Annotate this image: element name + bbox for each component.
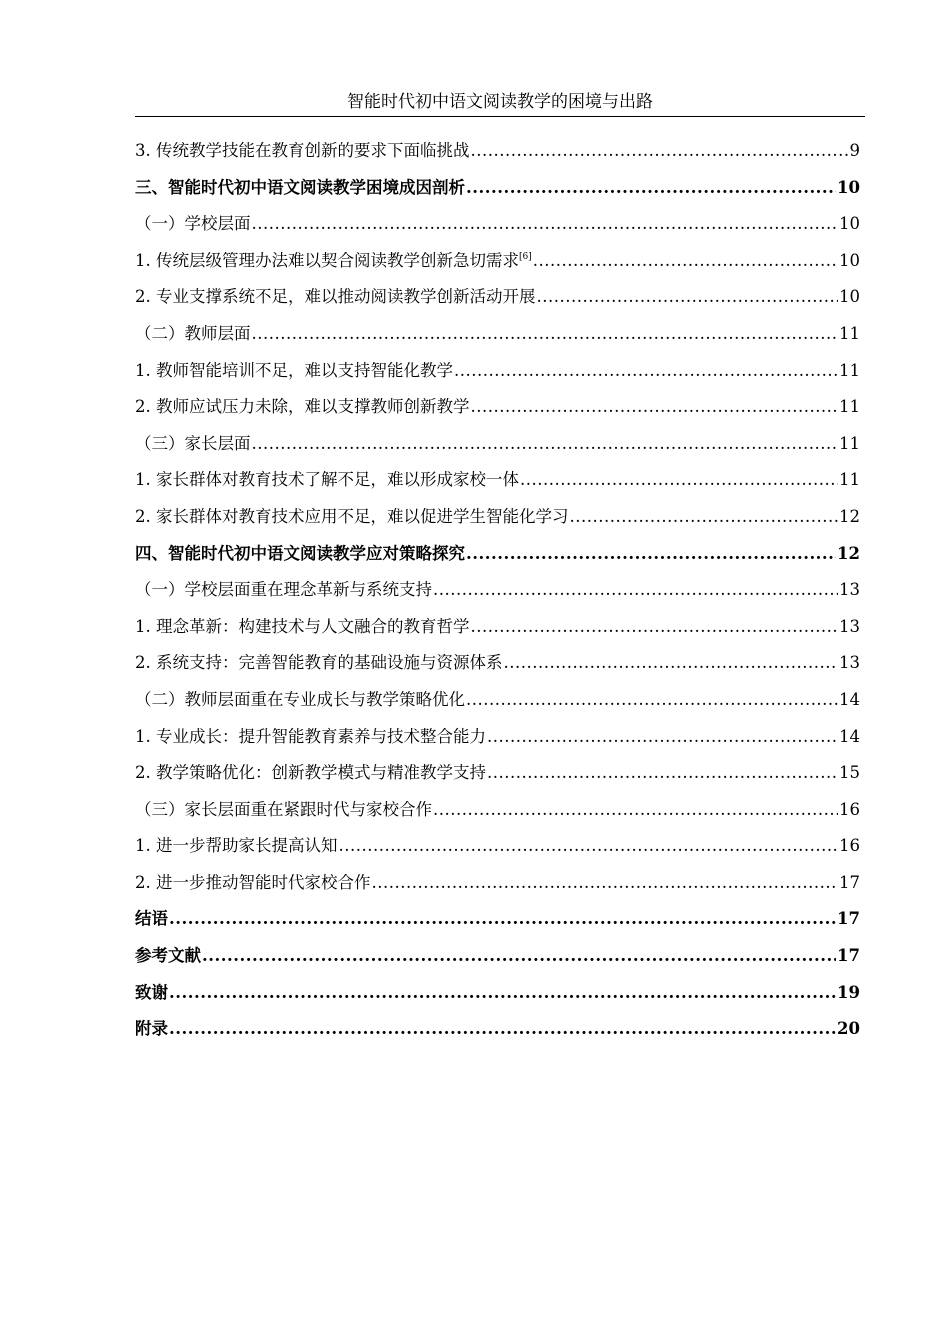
toc-dot-leader xyxy=(487,759,838,787)
toc-entry-title xyxy=(135,905,168,933)
toc-dot-leader xyxy=(339,832,839,860)
toc-entry-title xyxy=(135,759,486,787)
toc-entry-title-text: 1. 传统层级管理办法难以契合阅读教学创新急切需求 xyxy=(135,250,519,270)
toc-entry-title-text: 结语 xyxy=(135,909,168,929)
toc-dot-leader xyxy=(487,723,838,751)
page-header xyxy=(135,92,865,117)
toc-page-number: 11 xyxy=(839,433,860,453)
toc-dot-leader xyxy=(372,869,839,897)
toc-entry-title-text: （一）学校层面重在理念革新与系统支持 xyxy=(135,580,432,600)
toc-dot-leader xyxy=(169,1015,836,1043)
toc-entry-title xyxy=(135,540,465,568)
toc-dot-leader xyxy=(466,540,836,568)
toc-page-number: 15 xyxy=(839,763,860,783)
toc-entry[interactable] xyxy=(135,979,860,1016)
toc-dot-leader xyxy=(466,174,836,202)
toc-dot-leader xyxy=(533,247,838,275)
toc-dot-leader xyxy=(169,979,836,1007)
toc-entry[interactable] xyxy=(135,869,860,906)
toc-entry[interactable] xyxy=(135,649,860,686)
toc-page-number: 9 xyxy=(849,141,860,160)
toc-entry[interactable] xyxy=(135,393,860,430)
toc-entry-title xyxy=(135,137,470,165)
toc-page-number: 10 xyxy=(839,214,860,234)
toc-entry-title-text: （一）学校层面 xyxy=(135,214,251,234)
toc-entry-title xyxy=(135,686,465,714)
toc-page-number: 11 xyxy=(839,323,860,343)
toc-entry-title-text: 2. 进一步推动智能时代家校合作 xyxy=(135,872,371,892)
toc-page-number: 14 xyxy=(839,726,860,746)
toc-page-number: 13 xyxy=(839,580,860,600)
toc-entry-title xyxy=(135,174,465,202)
toc-entry[interactable] xyxy=(135,576,860,613)
toc-page-number: 17 xyxy=(837,909,860,929)
toc-page-number: 13 xyxy=(839,616,860,636)
toc-entry-title xyxy=(135,832,338,860)
toc-dot-leader xyxy=(471,613,839,641)
toc-dot-leader xyxy=(202,942,836,970)
toc-page-number: 11 xyxy=(839,397,860,417)
toc-entry[interactable] xyxy=(135,283,860,320)
toc-page-number: 17 xyxy=(837,946,860,966)
toc-dot-leader xyxy=(433,576,838,604)
toc-entry[interactable] xyxy=(135,832,860,869)
toc-entry-title-text: （三）家长层面 xyxy=(135,433,251,453)
toc-dot-leader xyxy=(537,283,839,311)
toc-page-number: 20 xyxy=(837,1019,860,1039)
toc-page-number: 12 xyxy=(837,543,860,563)
toc-entry[interactable] xyxy=(135,137,860,174)
toc-entry-title xyxy=(135,466,519,494)
toc-entry-title-text: （三）家长层面重在紧跟时代与家校合作 xyxy=(135,799,432,819)
toc-entry-title-text: （二）教师层面 xyxy=(135,323,251,343)
toc-entry[interactable] xyxy=(135,613,860,650)
toc-page-number: 10 xyxy=(837,177,860,197)
toc-entry[interactable] xyxy=(135,466,860,503)
toc-page-number: 17 xyxy=(839,872,860,892)
toc-entry-title-text: 2. 系统支持：完善智能教育的基础设施与资源体系 xyxy=(135,653,503,673)
toc-entry[interactable] xyxy=(135,357,860,394)
toc-entry-title xyxy=(135,503,569,531)
toc-dot-leader xyxy=(454,357,838,385)
toc-entry-title xyxy=(135,357,453,385)
toc-entry-title-text: 1. 专业成长：提升智能教育素养与技术整合能力 xyxy=(135,726,486,746)
toc-entry-title xyxy=(135,320,251,348)
toc-page-number: 14 xyxy=(839,689,860,709)
toc-dot-leader xyxy=(471,137,849,165)
toc-entry-title-text: 1. 家长群体对教育技术了解不足，难以形成家校一体 xyxy=(135,470,519,490)
toc-entry[interactable] xyxy=(135,430,860,467)
toc-entry[interactable] xyxy=(135,503,860,540)
toc-dot-leader xyxy=(169,905,836,933)
toc-entry-title-text: 附录 xyxy=(135,1019,168,1039)
toc-entry[interactable] xyxy=(135,759,860,796)
toc-page-number: 16 xyxy=(839,836,860,856)
toc-page-number: 11 xyxy=(839,360,860,380)
toc-page-number: 16 xyxy=(839,799,860,819)
toc-entry-title-text: 三、智能时代初中语文阅读教学困境成因剖析 xyxy=(135,177,465,197)
toc-dot-leader xyxy=(466,686,838,714)
toc-entry-citation: [6] xyxy=(519,251,532,262)
toc-entry[interactable] xyxy=(135,540,860,577)
toc-entry-title-text: 3. 传统教学技能在教育创新的要求下面临挑战 xyxy=(135,141,470,160)
toc-entry[interactable] xyxy=(135,686,860,723)
toc-dot-leader xyxy=(471,393,839,421)
toc-entry-title xyxy=(135,576,432,604)
toc-dot-leader xyxy=(520,466,838,494)
toc-dot-leader xyxy=(504,649,839,677)
toc-entry-title xyxy=(135,1015,168,1043)
toc-entry[interactable] xyxy=(135,942,860,979)
table-of-contents xyxy=(135,137,860,1052)
toc-page-number: 10 xyxy=(839,250,860,270)
toc-entry-title-text: （二）教师层面重在专业成长与教学策略优化 xyxy=(135,689,465,709)
toc-page-number: 11 xyxy=(839,470,860,490)
toc-entry-title xyxy=(135,979,168,1007)
toc-entry-title xyxy=(135,393,470,421)
toc-entry-title xyxy=(135,283,536,311)
toc-page-number: 13 xyxy=(839,653,860,673)
toc-dot-leader xyxy=(252,430,839,458)
toc-page-number: 12 xyxy=(839,506,860,526)
toc-entry-title-text: 2. 教师应试压力未除，难以支撑教师创新教学 xyxy=(135,397,470,417)
toc-entry-title-text: 2. 专业支撑系统不足，难以推动阅读教学创新活动开展 xyxy=(135,287,536,307)
toc-entry-title-text: 1. 进一步帮助家长提高认知 xyxy=(135,836,338,856)
toc-dot-leader xyxy=(570,503,839,531)
toc-entry-title-text: 2. 家长群体对教育技术应用不足，难以促进学生智能化学习 xyxy=(135,506,569,526)
toc-entry-title xyxy=(135,723,486,751)
toc-entry[interactable] xyxy=(135,905,860,942)
toc-entry[interactable] xyxy=(135,796,860,833)
toc-entry-title-text: 1. 教师智能培训不足，难以支持智能化教学 xyxy=(135,360,453,380)
toc-entry-title xyxy=(135,796,432,824)
toc-entry-title xyxy=(135,613,470,641)
toc-entry-title-text: 2. 教学策略优化：创新教学模式与精准教学支持 xyxy=(135,763,486,783)
toc-entry-title xyxy=(135,942,201,970)
toc-dot-leader xyxy=(433,796,838,824)
toc-entry-title-text: 致谢 xyxy=(135,982,168,1002)
toc-entry[interactable] xyxy=(135,320,860,357)
toc-entry-title xyxy=(135,649,503,677)
header-title: 智能时代初中语文阅读教学的困境与出路 xyxy=(347,92,653,112)
toc-entry-title xyxy=(135,210,251,238)
toc-entry[interactable] xyxy=(135,174,860,211)
toc-entry-title-text: 1. 理念革新：构建技术与人文融合的教育哲学 xyxy=(135,616,470,636)
toc-entry-title-text: 四、智能时代初中语文阅读教学应对策略探究 xyxy=(135,543,465,563)
toc-entry-title xyxy=(135,869,371,897)
toc-dot-leader xyxy=(252,210,839,238)
toc-page-number: 19 xyxy=(837,982,860,1002)
toc-entry[interactable] xyxy=(135,1015,860,1052)
toc-entry-title xyxy=(135,430,251,458)
toc-entry[interactable] xyxy=(135,723,860,760)
toc-entry-title xyxy=(135,247,532,275)
toc-entry[interactable] xyxy=(135,210,860,247)
toc-entry-title-text: 参考文献 xyxy=(135,946,201,966)
toc-entry[interactable] xyxy=(135,247,860,284)
toc-dot-leader xyxy=(252,320,839,348)
toc-page-number: 10 xyxy=(839,287,860,307)
